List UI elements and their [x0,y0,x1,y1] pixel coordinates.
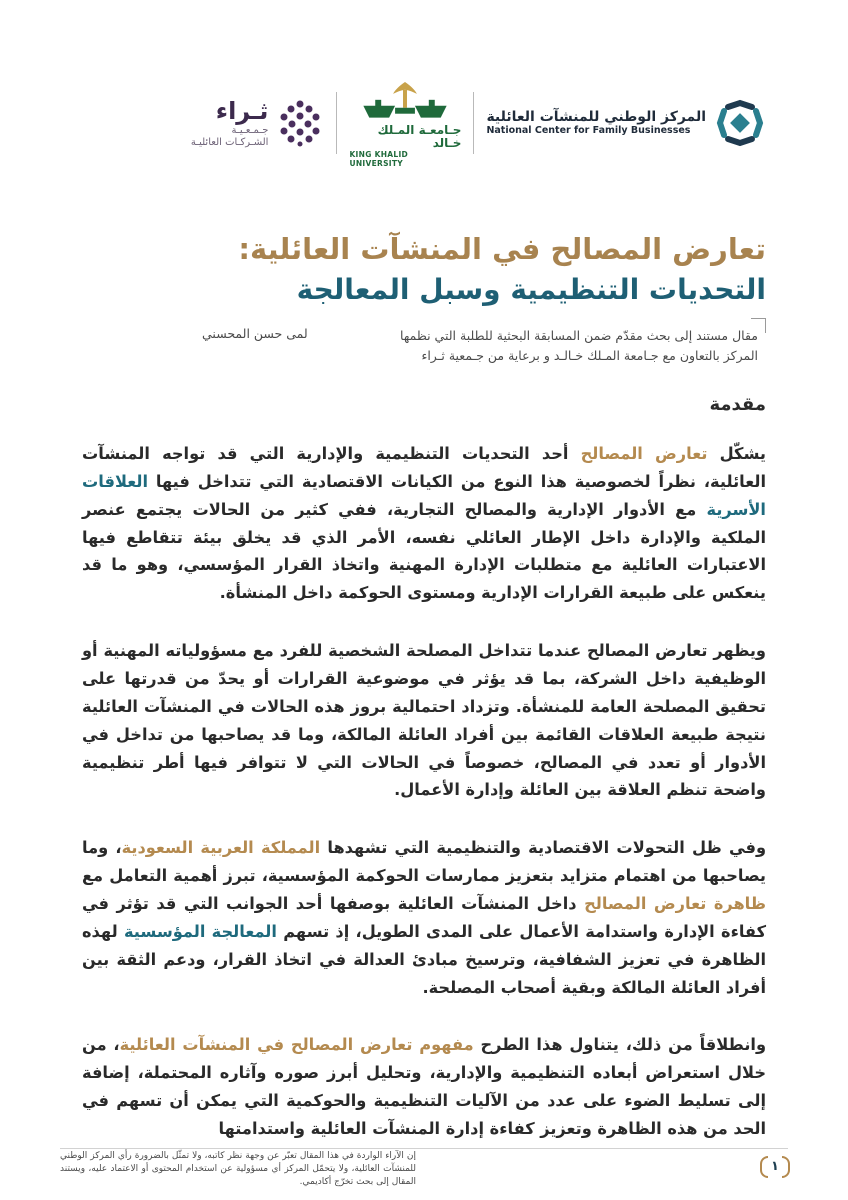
p3-text-g: لهذه الظاهرة في تعزيز الشفافية، وترسيخ مبادئ العدالة في اتخاذ القرار، ودعم الثقة بين أفراد العائلة المالكة وبقية أصحاب المصلحة. [82,921,766,997]
p1-text-c: أحد التحديات التنظيمية والإدارية التي قد تواجه المنشآت العائلية، نظراً لخصوصية هذا النوع من الكيانات الاقتصادية التي تتداخل فيها [82,444,766,491]
p1-text-e: مع الأدوار الإدارية والمصالح التجارية، ففي كثير من الحالات يجتمع عنصر الملكية والإدارة داخل الإطار العائلي نفسه، الأمر الذي قد يخلق بيئة تتقاطع فيها الاعتبارات العائلية مع متطلبات الإدارة المهنية واتخاذ القرار المؤسسي، وهو ما قد ينعكس على طبيعة القرارات الإدارية ومستوى الحوكمة داخل المنشأة. [82,499,766,603]
p1-highlight-conflict: تعارض المصالح [580,444,708,463]
kku-name-en: KING KHALID UNIVERSITY [349,150,409,168]
paragraph-3 [82,834,766,1001]
kku-logo [349,78,461,168]
thraa-logo [191,78,325,168]
p1-text-a: يشكّل [707,444,767,463]
article-title [76,228,766,311]
article-meta [82,318,766,378]
p3-highlight-institutional: المعالجة المؤسسية [123,921,277,941]
ncfb-logo [486,78,766,168]
p3-highlight-phenomenon: ظاهرة تعارض المصالح [584,894,766,914]
thraa-subtitle-1: جـمـعـيـة [231,125,269,137]
article-body [82,440,766,1173]
paragraph-2: ويظهر تعارض المصالح عندما تتداخل المصلحة الشخصية للفرد مع مسؤولياته المهنية أو الوظيفية داخل الشركة، بما قد يؤثر في موضوعية القرارات أو يحدّ من قدرتها على تحقيق المصلحة العامة للمنشأة. وتزداد احتمالية بروز هذه الحالات في المنشآت العائلية نتيجة طبيعة العلاقات القائمة بين أفراد العائلة المالكة، وما قد يصاحبها من تداخل في الأدوار أو تعدد في المصالح، خصوصاً في الحالات التي لا تتوافر فيها أطر تنظيمية واضحة تنظم العلاقة بين العائلة وإدارة الأعمال. [82,641,766,800]
ncfb-name-ar: المركز الوطني للمنشآت العائلية [486,109,706,126]
p4-text-a: وانطلاقاً من ذلك، يتناول هذا الطرح [473,1035,767,1055]
p4-text-c: ، من خلال استعراض أبعاده التنظيمية والإدارية، وتحليل أبرز صوره وآثاره المحتملة، إضافة إلى تسليط الضوء على عدد من الآليات التنظيمية والحوكمية التي يمكن أن تسهم في الحد من هذه الظاهرة وتعزيز كفاءة إدارة المنشآت العائلية واستدامتها [82,1035,766,1139]
thraa-subtitle-2: الشـركـات العائليـة [190,136,269,148]
footer-divider [60,1148,788,1149]
section-heading: مقدمة [709,394,766,415]
page-number: ١ [760,1154,790,1178]
ncfb-name-en: National Center for Family Businesses [486,124,691,136]
p3-highlight-ksa: المملكة العربية السعودية [121,838,321,858]
paragraph-1 [82,440,766,607]
ncfb-wordmark [486,109,706,136]
thraa-name: ثـراء [215,96,269,125]
p4-highlight-concept: مفهوم تعارض المصالح في المنشآت العائلية [119,1035,474,1055]
p3-text-a: وفي ظل التحولات الاقتصادية والتنظيمية التي تشهدها [320,838,767,858]
p3-text-e: داخل المنشآت العائلية بوصفها أحد الجوانب التي قد تؤثر في كفاءة الإدارة واستدامة الأعمال على المدى الطويل، إذ تسهم [82,894,766,941]
p1-highlight-family-relations: العلاقات الأسرية [82,471,766,519]
author-name: لمى حسن المحسني [202,326,308,341]
logo-divider [473,92,474,154]
research-note-line-1: مقال مستند إلى بحث مقدّم ضمن المسابقة البحثية للطلبة التي نظمها [400,328,758,343]
thraa-dots-emblem-icon [276,99,324,147]
title-line-1: تعارض المصالح في المنشآت العائلية: [238,232,766,266]
header-logos [191,78,766,168]
thraa-wordmark [191,98,269,149]
research-note-line-2: المركز بالتعاون مع جـامعة المـلك خـالـد و برعاية من جـمعية ثـراء [421,348,758,363]
logo-divider [336,92,337,154]
kku-name-ar: جـامعـة المـلك خـالد [377,122,462,150]
footer-disclaimer: إن الآراء الواردة في هذا المقال تعبّر عن وجهة نظر كاتبه، ولا تمثّل بالضرورة رأي المركز الوطني للمنشآت العائلية، ولا يتحمّل المركز أي مسؤولية عن استخدام المحتوى أو الاعتماد عليه، ويستند المقال إلى بحث تخرّج أكاديمي. [60,1151,416,1188]
p3-text-c: ، وما يصاحبها من اهتمام متزايد بتعزيز ممارسات الحوكمة المؤسسية، تبرز أهمية التعامل مع [82,838,766,886]
research-note [358,326,758,366]
title-line-2: التحديات التنظيمية وسبل المعالجة [296,273,766,307]
paragraph-4 [82,1031,766,1142]
kku-palm-emblem-icon [355,78,455,124]
ncfb-emblem-icon [714,97,766,149]
